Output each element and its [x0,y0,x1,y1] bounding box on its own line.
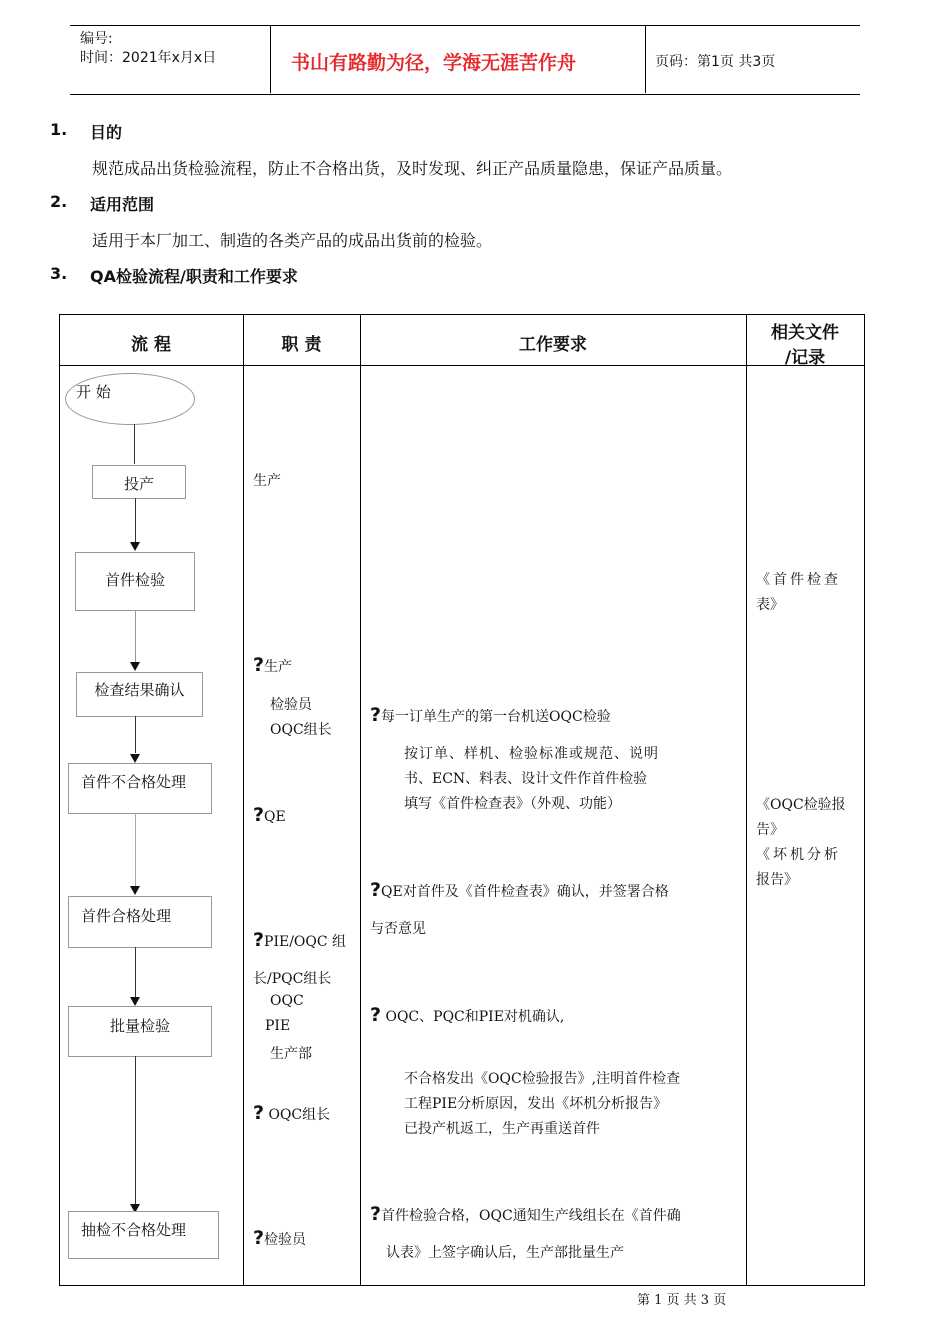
flow-step-label: 批量检验 [109,1017,170,1035]
section-body-scope: 适用于本厂加工、制造的各类产品的成品出货前的检验。 [92,231,493,250]
flow-step-label: 首件不合格处理 [81,773,187,791]
work-rework: 已投产机返工，生产再重送首件 [404,1121,600,1137]
arrow-down-icon [130,662,140,671]
table-column-divider [360,314,361,1286]
section-title-purpose: 目的 [90,123,123,142]
date-label: 时间：2021年x月x日 [80,50,217,66]
question-mark-icon: ? [370,704,382,726]
work-first-pass: ?首件检验合格，OQC通知生产线组长在《首件确 [370,1203,681,1225]
duty-pie: PIE [265,1018,291,1034]
work-fill-form: 填写《首件检查表》（外观、功能） [404,796,621,812]
flow-step-first-article [75,552,195,611]
work-inspect-basis-2: 书、ECN、料表、设计文件作首件检验 [404,771,648,787]
flow-step-first-reject [68,763,212,814]
arrow-down-icon [130,754,140,763]
flow-step-label: 抽检不合格处理 [81,1221,187,1239]
question-mark-icon: ? [253,654,265,676]
table-column-divider [746,314,747,1286]
work-machine-confirm: ? OQC、PQC和PIE对机确认, [370,1004,565,1026]
table-header-divider [59,365,864,366]
question-mark-icon: ? [253,1102,265,1124]
duty-oqc: OQC [270,993,304,1009]
duty-pqc-leader: 长/PQC组长 [253,971,332,987]
duty-production: 生产 [253,473,281,489]
flow-connector [135,1056,136,1204]
column-header-docs-2: /记录 [784,348,826,368]
column-header-flow: 流 程 [131,335,171,355]
flow-start-label: 开 始 [76,383,111,401]
duty-oqc-leader: OQC组长 [270,722,332,738]
column-header-duty: 职 责 [281,335,322,355]
flow-step-label: 投产 [123,475,154,493]
flow-step-first-pass [68,896,212,948]
doc-first-inspection-form: 《首件检查 [756,572,841,588]
flow-connector [135,610,136,662]
arrow-down-icon [130,542,140,551]
work-pie-analysis: 工程PIE分析原因，发出《坏机分析报告》 [404,1096,668,1112]
doc-failure-analysis: 《坏机分析 [756,847,841,863]
serial-label: 编号: [80,31,113,47]
question-mark-icon: ? [253,929,265,951]
question-mark-icon: ? [370,1203,382,1225]
work-batch-production: 认表》上签字确认后，生产部批量生产 [386,1245,624,1261]
duty-qe: ?QE [253,804,286,826]
arrow-down-icon [130,886,140,895]
question-mark-icon: ? [253,804,265,826]
duty-inspector-2: ?检验员 [253,1227,307,1249]
work-reject-report: 不合格发出《OQC检验报告》,注明首件检查 [404,1071,681,1087]
duty-inspector: 检验员 [270,697,312,713]
question-mark-icon: ? [370,1004,382,1026]
work-qe-confirm-2: 与否意见 [370,921,426,937]
doc-oqc-report: 《OQC检验报 [756,797,846,813]
duty-oqc-leader-2: ? OQC组长 [253,1102,331,1124]
arrow-down-icon [130,997,140,1006]
section-number: 3. [50,264,68,283]
duty-pie-oqc: ?PIE/OQC 组 [253,929,347,951]
work-inspect-basis-1: 按订单、样机、检验标准或规范、说明 [404,746,659,762]
column-header-work: 工作要求 [519,335,587,355]
flow-step-label: 检查结果确认 [94,681,185,699]
section-title-qa-flow: QA检验流程/职责和工作要求 [90,267,298,286]
flow-step-production [92,465,186,499]
question-mark-icon: ? [253,1227,265,1249]
doc-first-inspection-form-2: 表》 [756,597,784,613]
page-number-label: 页码：第1页 共3页 [655,54,776,70]
section-body-purpose: 规范成品出货检验流程，防止不合格出货，及时发现、纠正产品质量隐患，保证产品质量。 [92,159,733,178]
flow-step-sample-reject [68,1211,219,1259]
doc-failure-analysis-2: 报告》 [756,872,798,888]
flow-step-label: 首件检验 [104,571,165,589]
work-first-unit: ?每一订单生产的第一台机送OQC检验 [370,704,611,726]
flow-connector [135,947,136,997]
section-title-scope: 适用范围 [90,195,155,214]
section-number: 1. [50,120,68,139]
table-column-divider [243,314,244,1286]
duty-production-dept: 生产部 [270,1046,312,1062]
header-divider [645,25,646,93]
duty-row-confirm: ?生产 [253,654,293,676]
doc-oqc-report-2: 告》 [756,822,784,838]
header-divider [270,25,271,93]
flow-connector [134,424,135,464]
header-motto: 书山有路勤为径，学海无涯苦作舟 [291,52,577,74]
flow-connector [135,813,136,886]
flow-connector [135,716,136,753]
section-number: 2. [50,192,68,211]
flow-step-batch-inspection [68,1006,212,1057]
flow-connector [135,498,136,543]
column-header-docs: 相关文件 [771,323,839,343]
flow-step-result-confirm [76,672,203,717]
question-mark-icon: ? [370,879,382,901]
flow-step-label: 首件合格处理 [81,907,172,925]
work-qe-confirm: ?QE对首件及《首件检查表》确认，并签署合格 [370,879,669,901]
page-footer: 第 1 页 共 3 页 [637,1293,727,1308]
